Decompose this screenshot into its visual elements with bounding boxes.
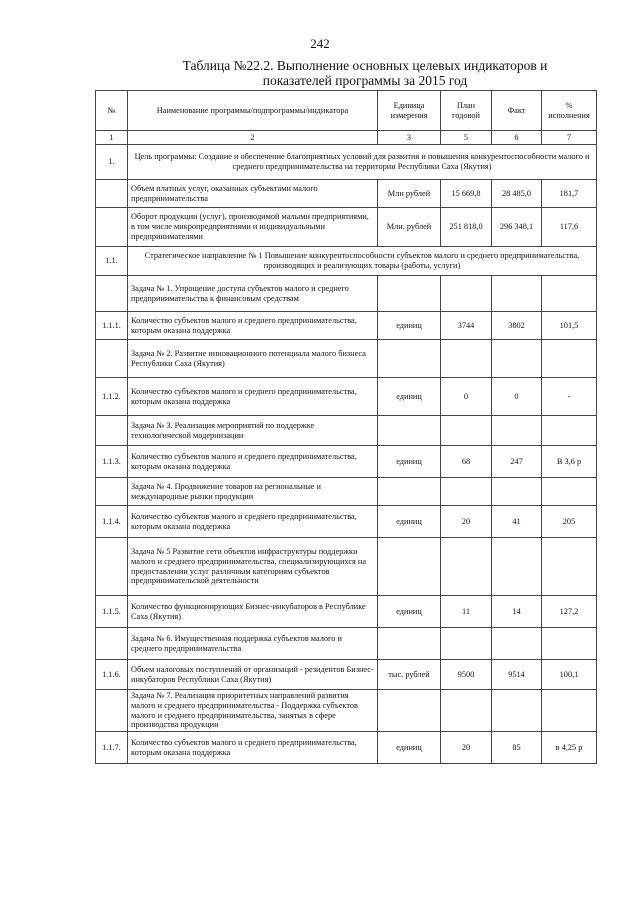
indicator-pct: В 3,6 р — [542, 446, 597, 478]
indicator-plan: 11 — [441, 596, 492, 628]
row-num: 1.1.4. — [96, 506, 128, 538]
indicator-plan: 20 — [441, 732, 492, 764]
empty-cell — [492, 340, 542, 378]
direction-num: 1.1. — [96, 247, 128, 276]
empty-cell — [542, 478, 597, 506]
empty-cell — [492, 276, 542, 312]
indicator-fact: 3802 — [492, 312, 542, 340]
goal-text: Цель программы: Создание и обеспечение благоприятных условий для развития и повышения конкурентоспособности малого и среднего предпринимательства на территории Республики Саха (Якутия) — [128, 145, 597, 180]
task-text: Задача № 6. Имущественная поддержка субъектов малого и среднего предпринимательства — [128, 628, 378, 660]
empty-cell — [378, 416, 441, 446]
empty-cell — [492, 690, 542, 732]
row-num: 1.1.1. — [96, 312, 128, 340]
row-num — [96, 478, 128, 506]
task-row — [96, 628, 597, 660]
table-row — [96, 208, 597, 247]
empty-cell — [492, 478, 542, 506]
indicator-name: Количество субъектов малого и среднего предпринимательства, которым оказана поддержка — [128, 446, 378, 478]
table-row — [96, 180, 597, 208]
header-row — [96, 91, 597, 131]
header-name: Наименование программы/подпрограммы/индикатора — [128, 91, 378, 131]
row-num — [96, 628, 128, 660]
indicator-unit: Млн рублей — [378, 180, 441, 208]
indicator-fact: 85 — [492, 732, 542, 764]
empty-cell — [492, 416, 542, 446]
task-row — [96, 416, 597, 446]
indicator-name: Количество субъектов малого и среднего предпринимательства, которым оказана поддержка — [128, 732, 378, 764]
task-text: Задача № 3. Реализация мероприятий по поддержке технологической модернизации — [128, 416, 378, 446]
table-title-line2: показателей программы за 2015 год — [262, 73, 468, 88]
row-num: 1.1.7. — [96, 732, 128, 764]
row-num: 1.1.3. — [96, 446, 128, 478]
row-num — [96, 180, 128, 208]
empty-cell — [378, 276, 441, 312]
indicator-unit: тыс. рублей — [378, 660, 441, 690]
empty-cell — [542, 628, 597, 660]
indicator-fact: 296 348,1 — [492, 208, 542, 247]
empty-cell — [441, 628, 492, 660]
task-row — [96, 340, 597, 378]
indicator-pct: 117,6 — [542, 208, 597, 247]
table-row — [96, 378, 597, 416]
indicator-pct: 127,2 — [542, 596, 597, 628]
header-fact: Факт — [492, 91, 542, 131]
empty-cell — [542, 340, 597, 378]
empty-cell — [441, 478, 492, 506]
task-text: Задача № 2. Развитие инновационного потенциала малого бизнеса Республики Саха (Якутия) — [128, 340, 378, 378]
indicator-fact: 28 485,0 — [492, 180, 542, 208]
indicator-fact: 0 — [492, 378, 542, 416]
table-title-line1: Таблица №22.2. Выполнение основных целевых индикаторов и — [182, 58, 548, 73]
table-row — [96, 596, 597, 628]
indicator-name: Объем платных услуг, оказанных субъектами малого предпринимательства — [128, 180, 378, 208]
col-number: 7 — [542, 131, 597, 145]
indicator-name: Количество субъектов малого и среднего предпринимательства, которым оказана поддержка — [128, 506, 378, 538]
task-text: Задача № 7. Реализация приоритетных направлений развития малого и среднего предпринимательства - Поддержка субъектов малого и среднего предпринимательства, занятых в сфере производства продукции — [128, 690, 378, 732]
indicator-name: Объем налоговых поступлений от организаций - резидентов Бизнес-инкубаторов Республики Саха (Якутия) — [128, 660, 378, 690]
indicator-fact: 14 — [492, 596, 542, 628]
indicator-unit: единиц — [378, 378, 441, 416]
row-num: 1.1.2. — [96, 378, 128, 416]
col-number: 1 — [96, 131, 128, 145]
task-text: Задача № 5 Развитие сети объектов инфраструктуры поддержки малого и среднего предпринимательства, специализирующихся на предоставлении услуг различным категориям субъектов предпринимательской деятельности — [128, 538, 378, 596]
indicator-pct: в 4,25 р — [542, 732, 597, 764]
table-row — [96, 446, 597, 478]
indicator-plan: 251 818,0 — [441, 208, 492, 247]
indicator-name: Количество субъектов малого и среднего предпринимательства, которым оказана поддержка — [128, 312, 378, 340]
empty-cell — [378, 628, 441, 660]
column-number-row — [96, 131, 597, 145]
indicator-pct: 181,7 — [542, 180, 597, 208]
indicator-plan: 0 — [441, 378, 492, 416]
task-text: Задача № 4. Продвижение товаров на региональные и международные рынки продукции — [128, 478, 378, 506]
indicator-name: Оборот продукции (услуг), производимой малыми предприятиями, в том числе микропредприятиями и индивидуальными предпринимателями — [128, 208, 378, 247]
indicator-pct: 101,5 — [542, 312, 597, 340]
indicator-unit: единиц — [378, 732, 441, 764]
indicator-plan: 20 — [441, 506, 492, 538]
empty-cell — [441, 416, 492, 446]
empty-cell — [441, 690, 492, 732]
header-pct: % исполнения — [542, 91, 597, 131]
indicator-fact: 247 — [492, 446, 542, 478]
goal-row — [96, 145, 597, 180]
indicator-pct: 205 — [542, 506, 597, 538]
empty-cell — [378, 340, 441, 378]
row-num — [96, 208, 128, 247]
indicator-plan: 15 669,8 — [441, 180, 492, 208]
indicator-name: Количество функционирующих Бизнес-инкубаторов в Республике Саха (Якутия) — [128, 596, 378, 628]
empty-cell — [542, 690, 597, 732]
task-row — [96, 690, 597, 732]
empty-cell — [441, 538, 492, 596]
task-row — [96, 276, 597, 312]
indicators-table — [95, 90, 597, 764]
row-num: 1.1.5. — [96, 596, 128, 628]
empty-cell — [542, 416, 597, 446]
empty-cell — [492, 628, 542, 660]
table-row — [96, 506, 597, 538]
indicator-unit: единиц — [378, 506, 441, 538]
direction-text: Стратегическое направление № 1 Повышение конкурентоспособности субъектов малого и среднего предпринимательства, производящих и реализующих товары (работы, услуги) — [128, 247, 597, 276]
table-row — [96, 660, 597, 690]
goal-num: 1. — [96, 145, 128, 180]
col-number: 2 — [128, 131, 378, 145]
indicator-fact: 41 — [492, 506, 542, 538]
empty-cell — [441, 276, 492, 312]
row-num — [96, 538, 128, 596]
col-number: 3 — [378, 131, 441, 145]
task-row — [96, 538, 597, 596]
row-num: 1.1.6. — [96, 660, 128, 690]
row-num — [96, 416, 128, 446]
header-plan: План годовой — [441, 91, 492, 131]
row-num — [96, 690, 128, 732]
col-number: 6 — [492, 131, 542, 145]
indicator-unit: единиц — [378, 596, 441, 628]
direction-row — [96, 247, 597, 276]
indicator-name: Количество субъектов малого и среднего предпринимательства, которым оказана поддержка — [128, 378, 378, 416]
empty-cell — [378, 478, 441, 506]
header-unit: Единица измерения — [378, 91, 441, 131]
indicator-pct: - — [542, 378, 597, 416]
indicator-pct: 100,1 — [542, 660, 597, 690]
indicator-unit: Млн. рублей — [378, 208, 441, 247]
task-text: Задача № 1. Упрощение доступа субъектов малого и среднего предпринимательства к финансовым средствам — [128, 276, 378, 312]
indicator-unit: единиц — [378, 312, 441, 340]
empty-cell — [542, 538, 597, 596]
row-num — [96, 340, 128, 378]
page-number: 242 — [310, 36, 330, 51]
empty-cell — [492, 538, 542, 596]
empty-cell — [441, 340, 492, 378]
table-title — [150, 58, 580, 88]
header-num: № — [96, 91, 128, 131]
indicator-fact: 9514 — [492, 660, 542, 690]
indicator-plan: 68 — [441, 446, 492, 478]
row-num — [96, 276, 128, 312]
indicator-plan: 3744 — [441, 312, 492, 340]
empty-cell — [378, 538, 441, 596]
task-row — [96, 478, 597, 506]
empty-cell — [378, 690, 441, 732]
table-row — [96, 312, 597, 340]
indicator-plan: 9500 — [441, 660, 492, 690]
col-number: 5 — [441, 131, 492, 145]
empty-cell — [542, 276, 597, 312]
table-row — [96, 732, 597, 764]
indicator-unit: единиц — [378, 446, 441, 478]
